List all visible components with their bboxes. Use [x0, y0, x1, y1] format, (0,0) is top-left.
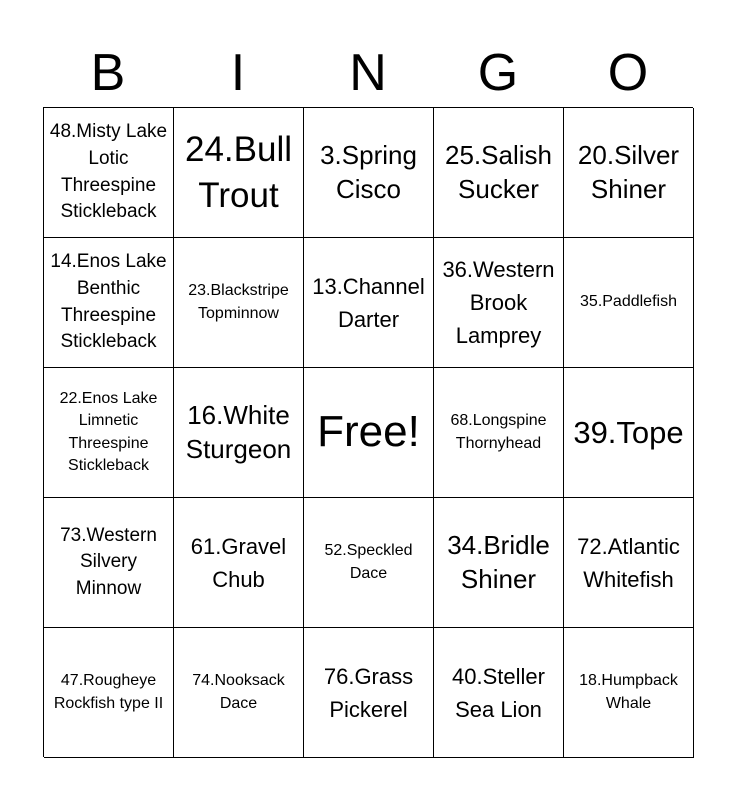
cell-label: 72.Atlantic Whitefish	[577, 533, 680, 592]
bingo-cell[interactable]	[44, 238, 174, 368]
cell-label: 40.Steller Sea Lion	[452, 663, 545, 722]
cell-label: 22.Enos Lake Limnetic Threespine Stickleback	[59, 389, 158, 474]
bingo-cell[interactable]	[304, 108, 434, 238]
bingo-cell[interactable]	[434, 108, 564, 238]
cell-label: 74.Nooksack Dace	[192, 672, 285, 712]
cell-label: 52.Speckled Dace	[324, 542, 413, 582]
free-cell[interactable]	[304, 368, 434, 498]
cell-label: 68.Longspine Thornyhead	[450, 412, 547, 452]
cell-label: 61.Gravel Chub	[190, 533, 287, 592]
cell-label: 39.Tope	[573, 414, 684, 450]
bingo-cell[interactable]	[564, 628, 694, 758]
cell-label: 20.Silver Shiner	[577, 139, 680, 204]
bingo-cell[interactable]	[174, 368, 304, 498]
cell-label: 13.Channel Darter	[312, 273, 425, 332]
cell-label: 25.Salish Sucker	[445, 139, 552, 204]
bingo-cell[interactable]	[434, 628, 564, 758]
bingo-cell[interactable]	[174, 498, 304, 628]
bingo-cell[interactable]	[304, 628, 434, 758]
bingo-cell[interactable]	[44, 108, 174, 238]
bingo-cell[interactable]	[174, 628, 304, 758]
cell-label: 48.Misty Lake Lotic Threespine Stickleback	[49, 121, 168, 223]
bingo-cell[interactable]	[564, 238, 694, 368]
bingo-header	[43, 38, 693, 108]
cell-label: 47.Rougheye Rockfish type II	[53, 672, 164, 712]
bingo-cell[interactable]	[304, 238, 434, 368]
bingo-cell[interactable]	[434, 498, 564, 628]
cell-label: 24.Bull Trout	[184, 130, 293, 215]
bingo-cell[interactable]	[44, 368, 174, 498]
header-letter-g: G	[477, 44, 519, 102]
bingo-cell[interactable]	[564, 368, 694, 498]
bingo-grid	[43, 107, 693, 757]
cell-label: 35.Paddlefish	[580, 293, 677, 311]
bingo-cell[interactable]	[434, 368, 564, 498]
cell-label: 23.Blackstripe Topminnow	[188, 282, 289, 322]
cell-label: 36.Western Brook Lamprey	[442, 257, 555, 348]
bingo-cell[interactable]	[44, 628, 174, 758]
cell-label: 3.Spring Cisco	[320, 139, 417, 204]
header-letter-i: I	[230, 44, 246, 102]
header-letter-b: B	[90, 44, 126, 102]
bingo-cell[interactable]	[174, 238, 304, 368]
cell-label: 18.Humpback Whale	[579, 672, 678, 712]
cell-label: 73.Western Silvery Minnow	[60, 524, 157, 599]
bingo-cell[interactable]	[564, 108, 694, 238]
cell-label: 76.Grass Pickerel	[323, 663, 414, 722]
header-letter-o: O	[607, 44, 649, 102]
free-label: Free!	[317, 407, 420, 457]
cell-label: 14.Enos Lake Benthic Threespine Stickleback	[50, 251, 167, 353]
header-letter-n: N	[349, 44, 387, 102]
bingo-cell[interactable]	[564, 498, 694, 628]
bingo-cell[interactable]	[174, 108, 304, 238]
bingo-cell[interactable]	[44, 498, 174, 628]
cell-label: 34.Bridle Shiner	[447, 529, 550, 594]
bingo-cell[interactable]	[304, 498, 434, 628]
cell-label: 16.White Sturgeon	[185, 399, 292, 464]
bingo-cell[interactable]	[434, 238, 564, 368]
